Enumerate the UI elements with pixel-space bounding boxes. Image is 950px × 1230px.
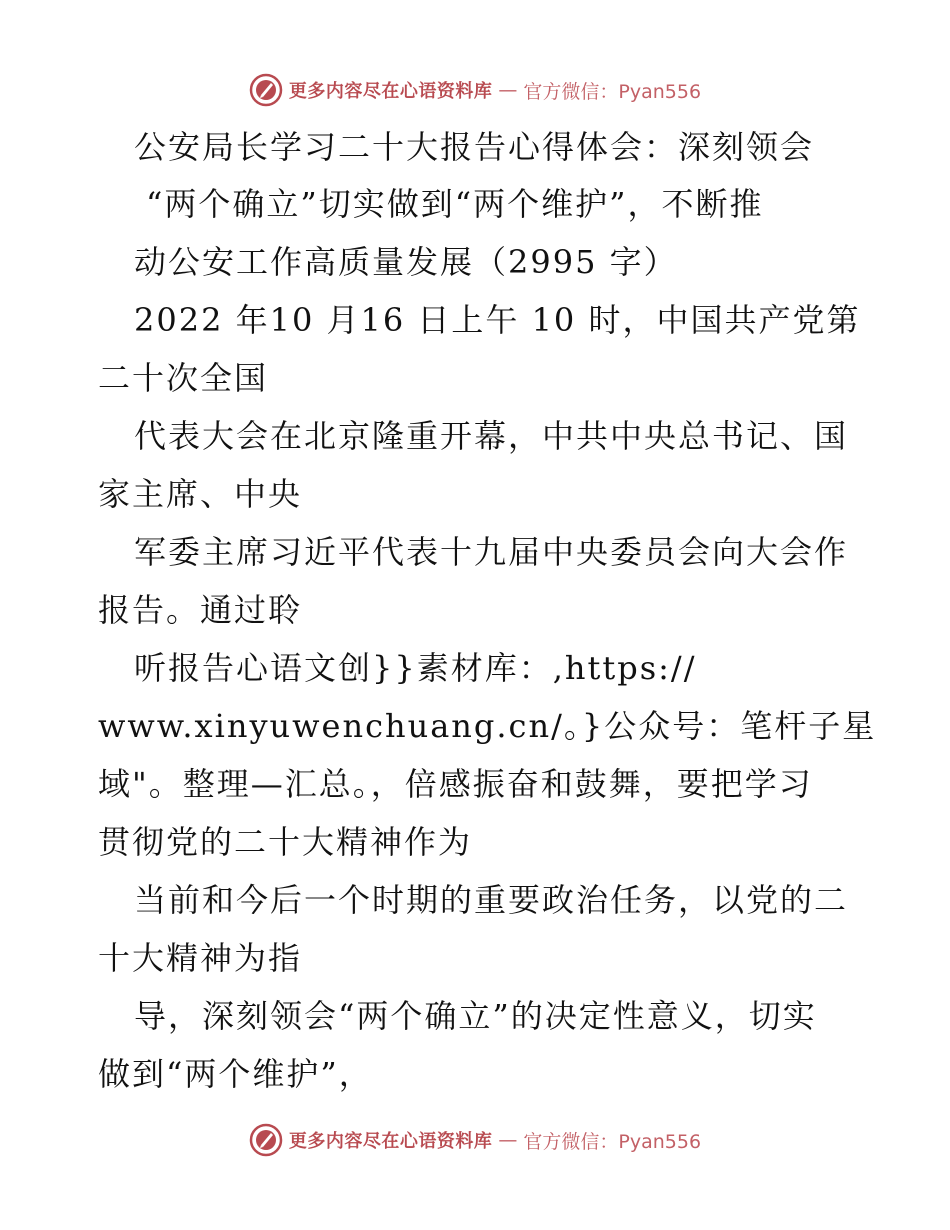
- paragraph-line: 贯彻党的二十大精神作为: [98, 823, 473, 861]
- paragraph-line: 当前和今后一个时期的重要政治任务，以党的二: [134, 881, 849, 919]
- pen-logo-icon: [249, 73, 283, 107]
- paragraph-line: www.xinyuwenchuang.cn/。}公众号：笔杆子星: [98, 707, 877, 745]
- watermark-contact: 官方微信：Pyan556: [523, 80, 702, 103]
- watermark-contact: 官方微信：Pyan556: [523, 1130, 702, 1153]
- paragraph-line: 二十次全国: [98, 359, 269, 397]
- paragraph-line: 军委主席习近平代表十九届中央委员会向大会作: [134, 533, 849, 571]
- watermark-header: [0, 70, 950, 110]
- pen-logo-icon: [249, 1123, 283, 1157]
- watermark-dash: —: [498, 1129, 518, 1151]
- paragraph-line: 做到“两个维护”，: [98, 1055, 373, 1093]
- paragraph-line: 2022 年10 月16 日上午 10 时，中国共产党第: [134, 301, 861, 339]
- watermark-text: 更多内容尽在心语资料库: [288, 1131, 493, 1152]
- watermark-dash: —: [498, 79, 518, 101]
- watermark-text: 更多内容尽在心语资料库: [288, 81, 493, 102]
- paragraph-line: 代表大会在北京隆重开幕，中共中央总书记、国: [134, 417, 849, 455]
- title-line: 动公安工作高质量发展（2995 字）: [134, 243, 678, 281]
- watermark-footer: [0, 1120, 950, 1160]
- paragraph-line: 听报告心语文创}}素材库：,https://: [134, 649, 697, 687]
- paragraph-line: 导，深刻领会“两个确立”的决定性意义，切实: [134, 997, 817, 1035]
- paragraph-line: 报告。通过聆: [98, 591, 303, 629]
- paragraph-line: 家主席、中央: [98, 475, 303, 513]
- title-line: 公安局长学习二十大报告心得体会：深刻领会: [134, 128, 815, 166]
- title-line: “两个确立”切实做到“两个维护”，不断推: [146, 185, 764, 223]
- paragraph-line: 域"。整理—汇总。，倍感振奋和鼓舞，要把学习: [98, 765, 813, 803]
- paragraph-line: 十大精神为指: [98, 939, 303, 977]
